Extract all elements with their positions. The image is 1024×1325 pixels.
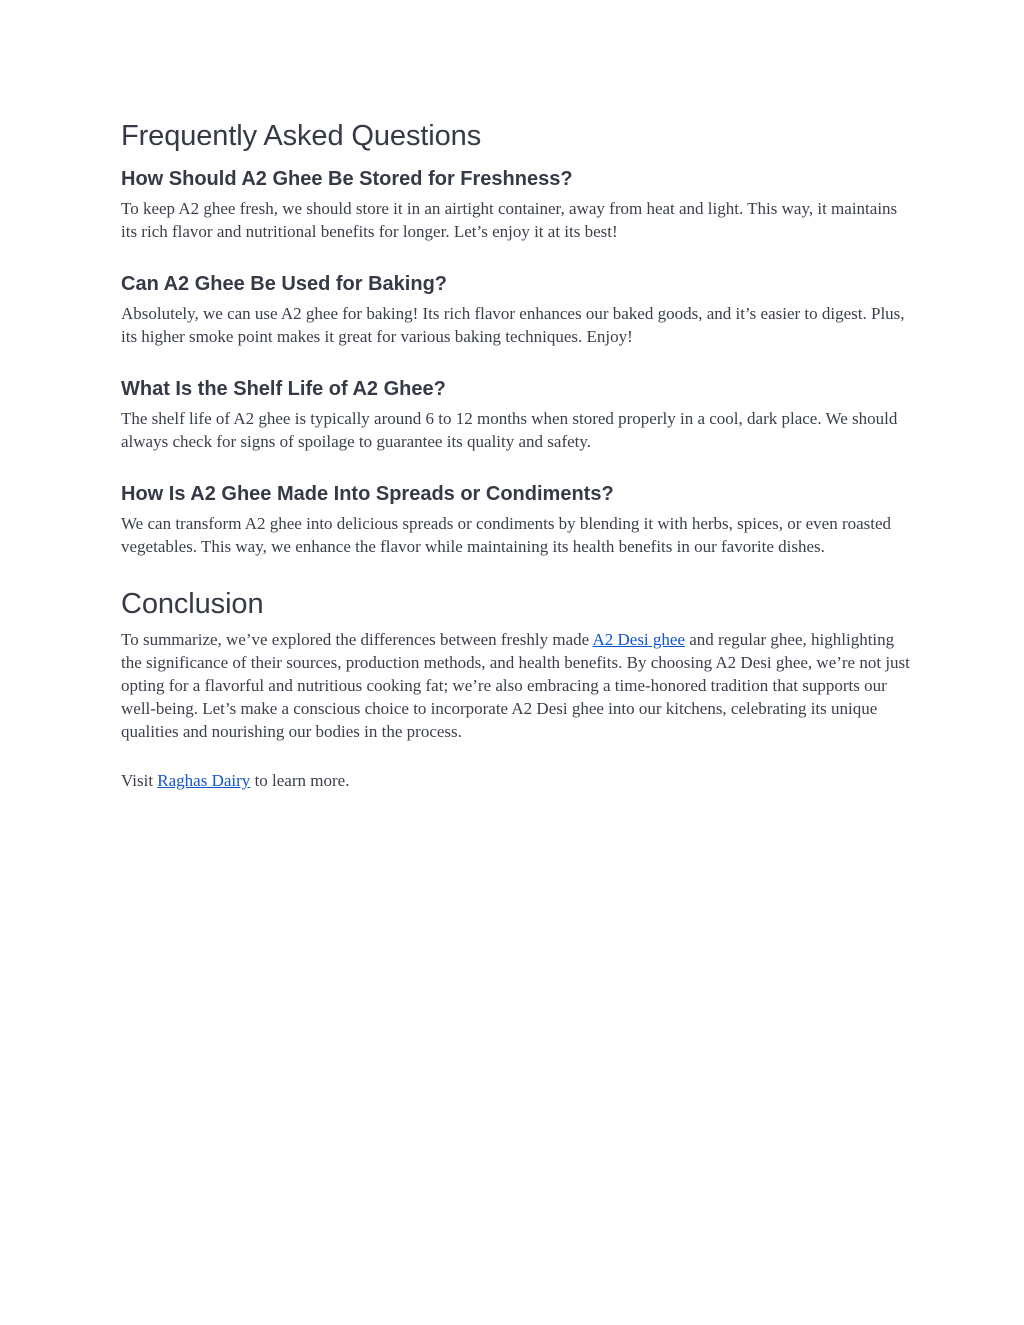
faq-answer-shelf-life: The shelf life of A2 ghee is typically around 6 to 12 months when stored properly in a cool, dark place. We should always check for signs of spoilage to guarantee its quality and safety. xyxy=(121,409,898,451)
faq-question-shelf-life: What Is the Shelf Life of A2 Ghee? xyxy=(121,378,446,400)
a2-desi-ghee-link[interactable]: A2 Desi ghee xyxy=(592,630,685,649)
conclusion-paragraph xyxy=(121,628,911,743)
visit-paragraph xyxy=(121,769,911,792)
document-page xyxy=(121,118,911,792)
faq-question-spreads: How Is A2 Ghee Made Into Spreads or Condiments? xyxy=(121,483,614,505)
faq-answer-spreads: We can transform A2 ghee into delicious spreads or condiments by blending it with herbs, spices, or even roasted vegetables. This way, we enhance the flavor while maintaining its health benefits in our favorite dishes. xyxy=(121,514,892,556)
raghas-dairy-link[interactable]: Raghas Dairy xyxy=(157,771,251,790)
conclusion-text-start: To summarize, we’ve explored the differences between freshly made xyxy=(121,630,593,649)
faq-heading: Frequently Asked Questions xyxy=(121,120,482,152)
faq-question-storage: How Should A2 Ghee Be Stored for Freshness? xyxy=(121,168,573,190)
visit-prefix: Visit xyxy=(121,771,158,790)
faq-answer-baking: Absolutely, we can use A2 ghee for baking! Its rich flavor enhances our baked goods, and it’s easier to digest. Plus, its higher smoke point makes it great for various baking techniques. Enjoy! xyxy=(121,304,905,346)
conclusion-text-end: and regular ghee, highlighting the significance of their sources, production methods, and health benefits. By choosing A2 Desi ghee, we’re not just opting for a flavorful and nutritious cooking fat; we’re also embracing a time-honored tradition that supports our well-being. Let’s make a conscious choice to incorporate A2 Desi ghee into our kitchens, celebrating its unique qualities and nourishing our bodies in the process. xyxy=(121,630,910,741)
faq-question-baking: Can A2 Ghee Be Used for Baking? xyxy=(121,273,447,295)
faq-answer-storage: To keep A2 ghee fresh, we should store it in an airtight container, away from heat and light. This way, it maintains its rich flavor and nutritional benefits for longer. Let’s enjoy it at its best! xyxy=(121,199,898,241)
visit-suffix: to learn more. xyxy=(250,771,350,790)
conclusion-heading: Conclusion xyxy=(121,588,264,620)
